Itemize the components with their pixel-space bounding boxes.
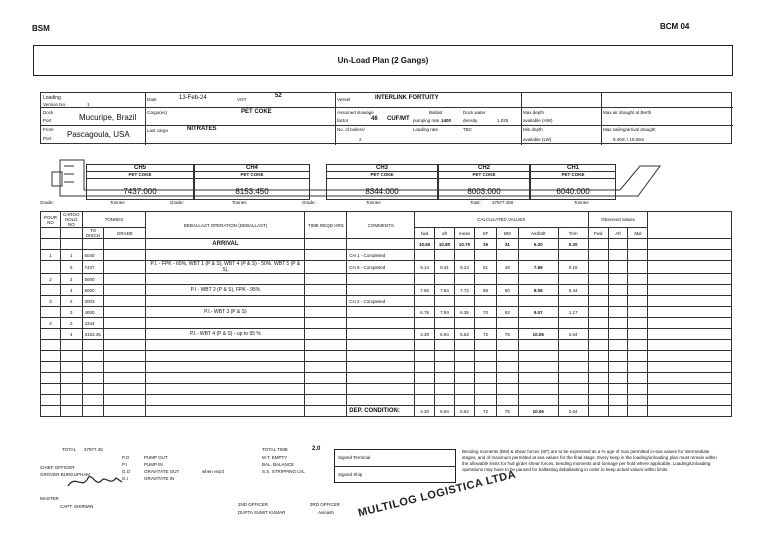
table-row: 4 3 4344	[41, 318, 732, 329]
hold-ch1: CH1 PET COKE 6040.000	[530, 164, 616, 200]
loading-rate-label: Loading rate	[413, 127, 439, 132]
table-row: 4 3153.45 P.I.- WBT 4 (P & S) - up to 95 % 4.30 6.94 5.62 72 75 10.06 2.64	[41, 329, 732, 340]
version-label: Version No.	[43, 102, 67, 107]
last-cargo-label: Last cargo	[147, 128, 169, 133]
table-row: 3 4000 P.I.- WBT 3 (P & S) 6.76 7.93 6.35 70 82 9.07 1.17	[41, 307, 732, 318]
factor-label: factor	[337, 118, 349, 123]
dep-row: DEP. CONDITION: 4.30 6.94 5.62 72 75 10.06 2.64	[41, 406, 732, 417]
doc-code-right: BCM 04	[660, 22, 690, 31]
table-row: 3 2 3003 CH 2 - Completed	[41, 296, 732, 307]
empty-row	[41, 384, 732, 395]
ballast-label: Ballast	[429, 110, 443, 115]
vessel-value: INTERLINK FORTUITY	[375, 95, 439, 101]
total-label: TOTAL	[62, 447, 77, 452]
cargo-value: PET COKE	[241, 109, 272, 115]
available-hw: available (HW)	[523, 118, 553, 123]
max-air-label: Max air draught at Berth	[603, 110, 652, 115]
empty-row	[41, 395, 732, 406]
signature	[66, 470, 126, 492]
company-stamp: MULTILOG LOGISTICA LTDA	[356, 468, 518, 520]
voy-label: VOY	[237, 97, 247, 102]
dock-port: Mucuripe, Brazil	[79, 113, 137, 122]
loading-rate-value: TBC	[463, 127, 472, 132]
max-sail-label: Max sailing/arrival draught	[603, 127, 656, 132]
pumping-value: 1400	[441, 118, 452, 123]
hold-ch4: CH4 PET COKE 8153.450	[194, 164, 310, 200]
footer: TOTAL 37977.45 TOTAL TIME 2.0 P.O PUMP OUT P.I PUMP IN G.O GRAVITATE OUT G.I GRAVITATE IN M.T. EMPTY BAL. BALANCE S.S. STRIPPING LVL when req'd CHIEF OFFICER GROVER BURGUPHAM Signed Terminal Signed Ship Bending moments (BM) & shear forces (SF) are to be expressed as a % age of max permitted in-sea values for intermediate stages, and of maximum permitted at sea values for the final stage. Every keep in the loading/unloading plan must remain within the allowable limits for hull girder shear forces, bending moments and tonnage per hold where applicable. Loading/Unloading operations may have to be paused for ballasting deballasting in order to keep actual values within limits	[40, 447, 732, 487]
port-label: Port	[43, 118, 52, 123]
date-label: Date	[147, 97, 157, 102]
doc-code-left: BSM	[32, 24, 50, 33]
voy-value: 52	[275, 93, 282, 99]
empty-row	[41, 340, 732, 351]
density-label: density	[463, 118, 478, 123]
loading-label: Loading	[43, 95, 61, 101]
empty-row	[41, 351, 732, 362]
dock-label: Dock	[43, 110, 54, 115]
dock-water-label: Dock water	[463, 110, 486, 115]
version-value: 1	[87, 102, 90, 107]
total-value: 37977.45	[84, 447, 103, 452]
min-depth-label: Min depth	[523, 127, 543, 132]
grade-row: Grade: Tonnes Grade: Tonnes Grade: Tonnes Total : 37977.450 Tonnes	[40, 200, 589, 205]
vessel-label: Vessel	[337, 97, 351, 102]
hold-ch2: CH2 PET COKE 8003.000	[438, 164, 530, 200]
total-time-label: TOTAL TIME	[262, 447, 288, 452]
page-title: Un-Load Plan (2 Gangs)	[337, 56, 429, 65]
factor-value: 46	[371, 116, 378, 122]
arrival-row: ARRIVAL 10.60 10.80 10.70 19 31 6.20 0.20	[41, 239, 732, 250]
hold-ch5: CH5 PET COKE 7437.000	[86, 164, 194, 200]
factor-unit: CUF/MT	[387, 116, 410, 122]
total-time: 2.0	[312, 446, 321, 452]
available-lw: available (LW)	[523, 137, 552, 142]
table-row: 5 7437 P.I. - FPK - 60%, WBT 1 (P & S), WBT 4 (P & S) - 50%, WBT 5 (P & S), CH 5 - Completed 9.14 9.31 9.24 51 49 7.69 0.15	[41, 261, 732, 274]
last-cargo-value: NITRATES	[187, 126, 217, 132]
boilers-label: No. of boilers/	[337, 127, 365, 132]
empty-row	[41, 373, 732, 384]
pumping-label: pumping rate	[413, 118, 440, 123]
hold-ch3: CH3 PET COKE 8344.000	[326, 164, 438, 200]
density-value: 1.025	[497, 118, 509, 123]
unload-plan-table: POUR NO CARGO HOLD NO TONNES DEBALLAST OPERATION (DEBALLAST) TIME REQD HRS COMMENTS CALCULATED VALUES Observed values TO DISCH GRADE fwd aft mean SF BM Airdraft Trim Fwd Aft Mid ARRIVAL 10.60 10.80 10.70 19 31 6.20 0.20 1 1 6040 CH 1 - Completed 5 7437 P.I. - FPK - 60%, WBT 1 (P & S), WBT 4 (P & S) - 50%, WBT 5 (P & S), CH 5 - Completed 9.14 9.31 9.24 51 49 7.69 0.15 2 2 5000 4 5000 P.I - WBT 2 (P & S), FPK - 95% 7.60 7.84 7.72 58 50 9.06 0.44 3 2 3003 CH 2 - Completed 3 4000 P.I.- WBT 3 (P & S) 6.76 7.93 6.35 70 82 9.07 1.17 4 3 4344 4 3153.45 P.I.- WBT 4 (P & S) - up to 95 % 4.30 6.94 5.62 72 75 10.06 2.64 DEP. CONDITION: 4.30 6.94 5.62 72 75 10.06 2.64	[40, 211, 732, 417]
title-box	[33, 45, 733, 76]
limits-note: Bending moments (BM) & shear forces (SF) are to be expressed as a % age of max permitted in-sea values for intermediate stages, and of maximum permitted at sea values for the final stage. Every keep in the loading/unloading plan must remain within the allowable limits for hull girder shear forces, bending moments and tonnage per hold where applicable. Loading/Unloading operations may have to be paused for ballasting deballasting in order to keep actual values within limits	[462, 449, 717, 472]
from-label: From	[43, 127, 54, 132]
hold-strip	[86, 160, 616, 200]
grand-total: 37977.450	[492, 200, 514, 205]
voyage-info	[40, 92, 732, 144]
empty-row	[41, 362, 732, 373]
table-row: 2 2 5000	[41, 274, 732, 285]
table-row: 4 5000 P.I - WBT 2 (P & S), FPK - 95% 7.60 7.84 7.72 58 50 9.06 0.44	[41, 285, 732, 296]
max-sail-value: 9.40m / 10.80m	[613, 137, 645, 142]
max-depth-label: Max depth	[523, 110, 545, 115]
from-port-label: Port	[43, 136, 52, 141]
cargo-label: Cargo(es)	[147, 110, 168, 115]
boilers-value: 2	[359, 137, 362, 142]
date-value: 13-Feb-24	[179, 95, 207, 101]
table-row: 1 1 6040 CH 1 - Completed	[41, 250, 732, 261]
from-port: Pascagoula, USA	[67, 130, 130, 139]
stowage-label: Assumed stowage	[337, 110, 374, 115]
